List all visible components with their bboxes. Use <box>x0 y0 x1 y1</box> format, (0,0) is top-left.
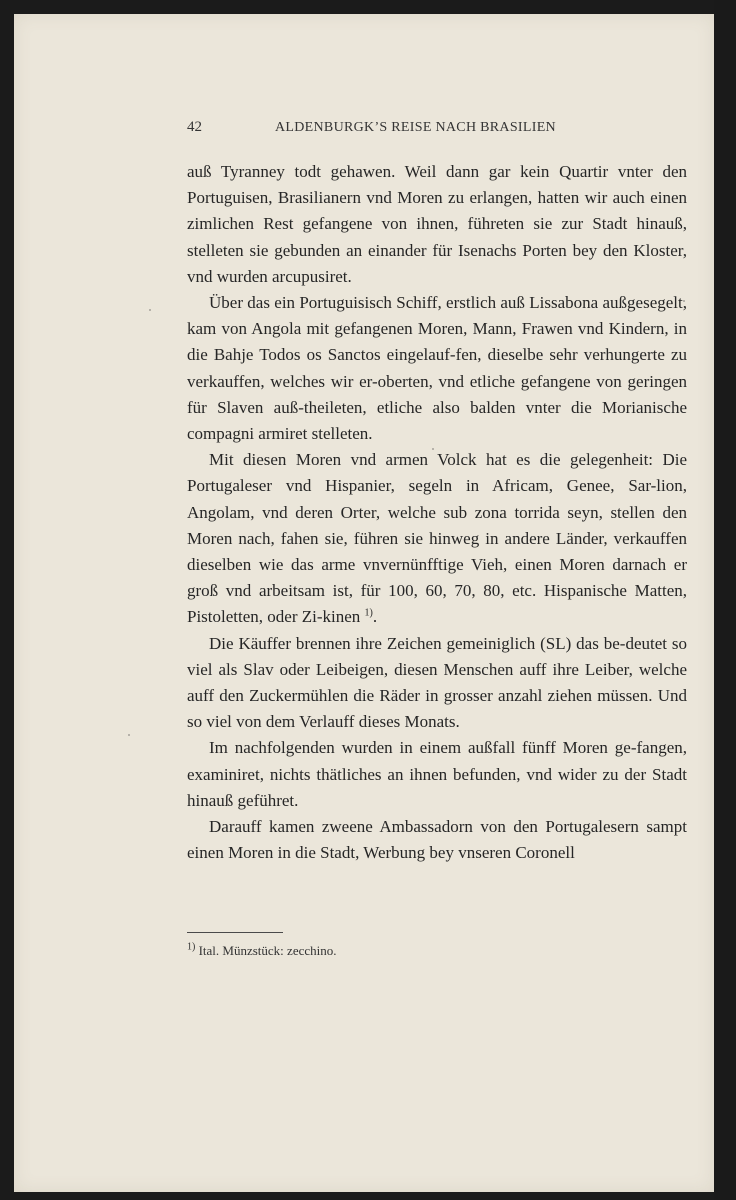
paragraph <box>187 447 687 630</box>
footnote <box>187 942 687 960</box>
paragraph-end: . <box>372 607 378 627</box>
paragraph-text: Mit diesen Moren vnd armen Volck hat es die gelegenheit: Die Portugaleser vnd Hispanier, segeln in Africam, Genee, Sar-lion, Angolam, vnd deren Orter, welche sub zona torrida seyn, stellen den Moren nach, fahen sie, führen sie hinweg in andere Länder, verkauffen dieselben wie das arme vnvernünfftige Vieh, einen Moren darnach er groß vnd arbeitsam ist, für 100, 60, 70, 80, etc. Hispanische Matten, Pistoletten, oder Zi-kinen <box>187 450 687 627</box>
page-number: 42 <box>187 119 202 135</box>
footnote-reference: 1) <box>364 607 373 619</box>
book-page <box>14 14 714 1192</box>
paragraph: Über das ein Portuguisisch Schiff, erstlich auß Lissabona außgesegelt, kam von Angola mit gefangenen Moren, Mann, Frawen vnd Kindern, in die Bahje Todos os Sanctos eingelauf-fen, dieselbe sehr verhungerte zu verkauffen, welches wir er-oberten, vnd etliche gefangene von geringen für Slaven auß-theileten, etliche also balden vnter die Morianische compagni armiret stelleten. <box>187 293 687 444</box>
main-text <box>187 159 687 866</box>
paragraph: Die Käuffer brennen ihre Zeichen gemeiniglich (SL) das be-deutet so viel als Slav oder Leibeigen, diesen Menschen auff ihre Leiber, welche auff den Zuckermühlen die Räder in grosser anzahl ziehen müssen. Und so viel von dem Verlauff dieses Monats. <box>187 633 687 732</box>
paper-speck <box>128 734 130 736</box>
paragraph: auß Tyranney todt gehawen. Weil dann gar kein Quartir vnter den Portuguisen, Brasilianern vnd Moren zu erlangen, hatten wir auch einen zimlichen Rest gefangene von ihnen, führeten sie zur Stadt hinauß, stelleten sie gebunden an einander für Isenachs Porten bey den Kloster, vnd wurden arcupusiret. <box>187 162 687 286</box>
paper-speck <box>149 309 151 311</box>
paragraph: Darauff kamen zweene Ambassadorn von den Portugalesern sampt einen Moren in die Stadt, Werbung bey vnseren Coronell <box>187 817 687 863</box>
footnote-text: Ital. Münzstück: zecchino. <box>198 943 337 958</box>
paper-speck <box>432 448 434 450</box>
paper-speck <box>683 300 685 302</box>
page-edge-shadow <box>714 0 736 1200</box>
paragraph: Im nachfolgenden wurden in einem außfall fünff Moren ge-fangen, examiniret, nichts thätliches an ihnen befunden, vnd wider zu der Stadt hinauß geführet. <box>187 738 687 810</box>
running-title: ALDENBURGK’S REISE NACH BRASILIEN <box>275 120 556 135</box>
footnote-marker: 1) <box>187 941 196 953</box>
footnote-divider <box>187 932 283 933</box>
